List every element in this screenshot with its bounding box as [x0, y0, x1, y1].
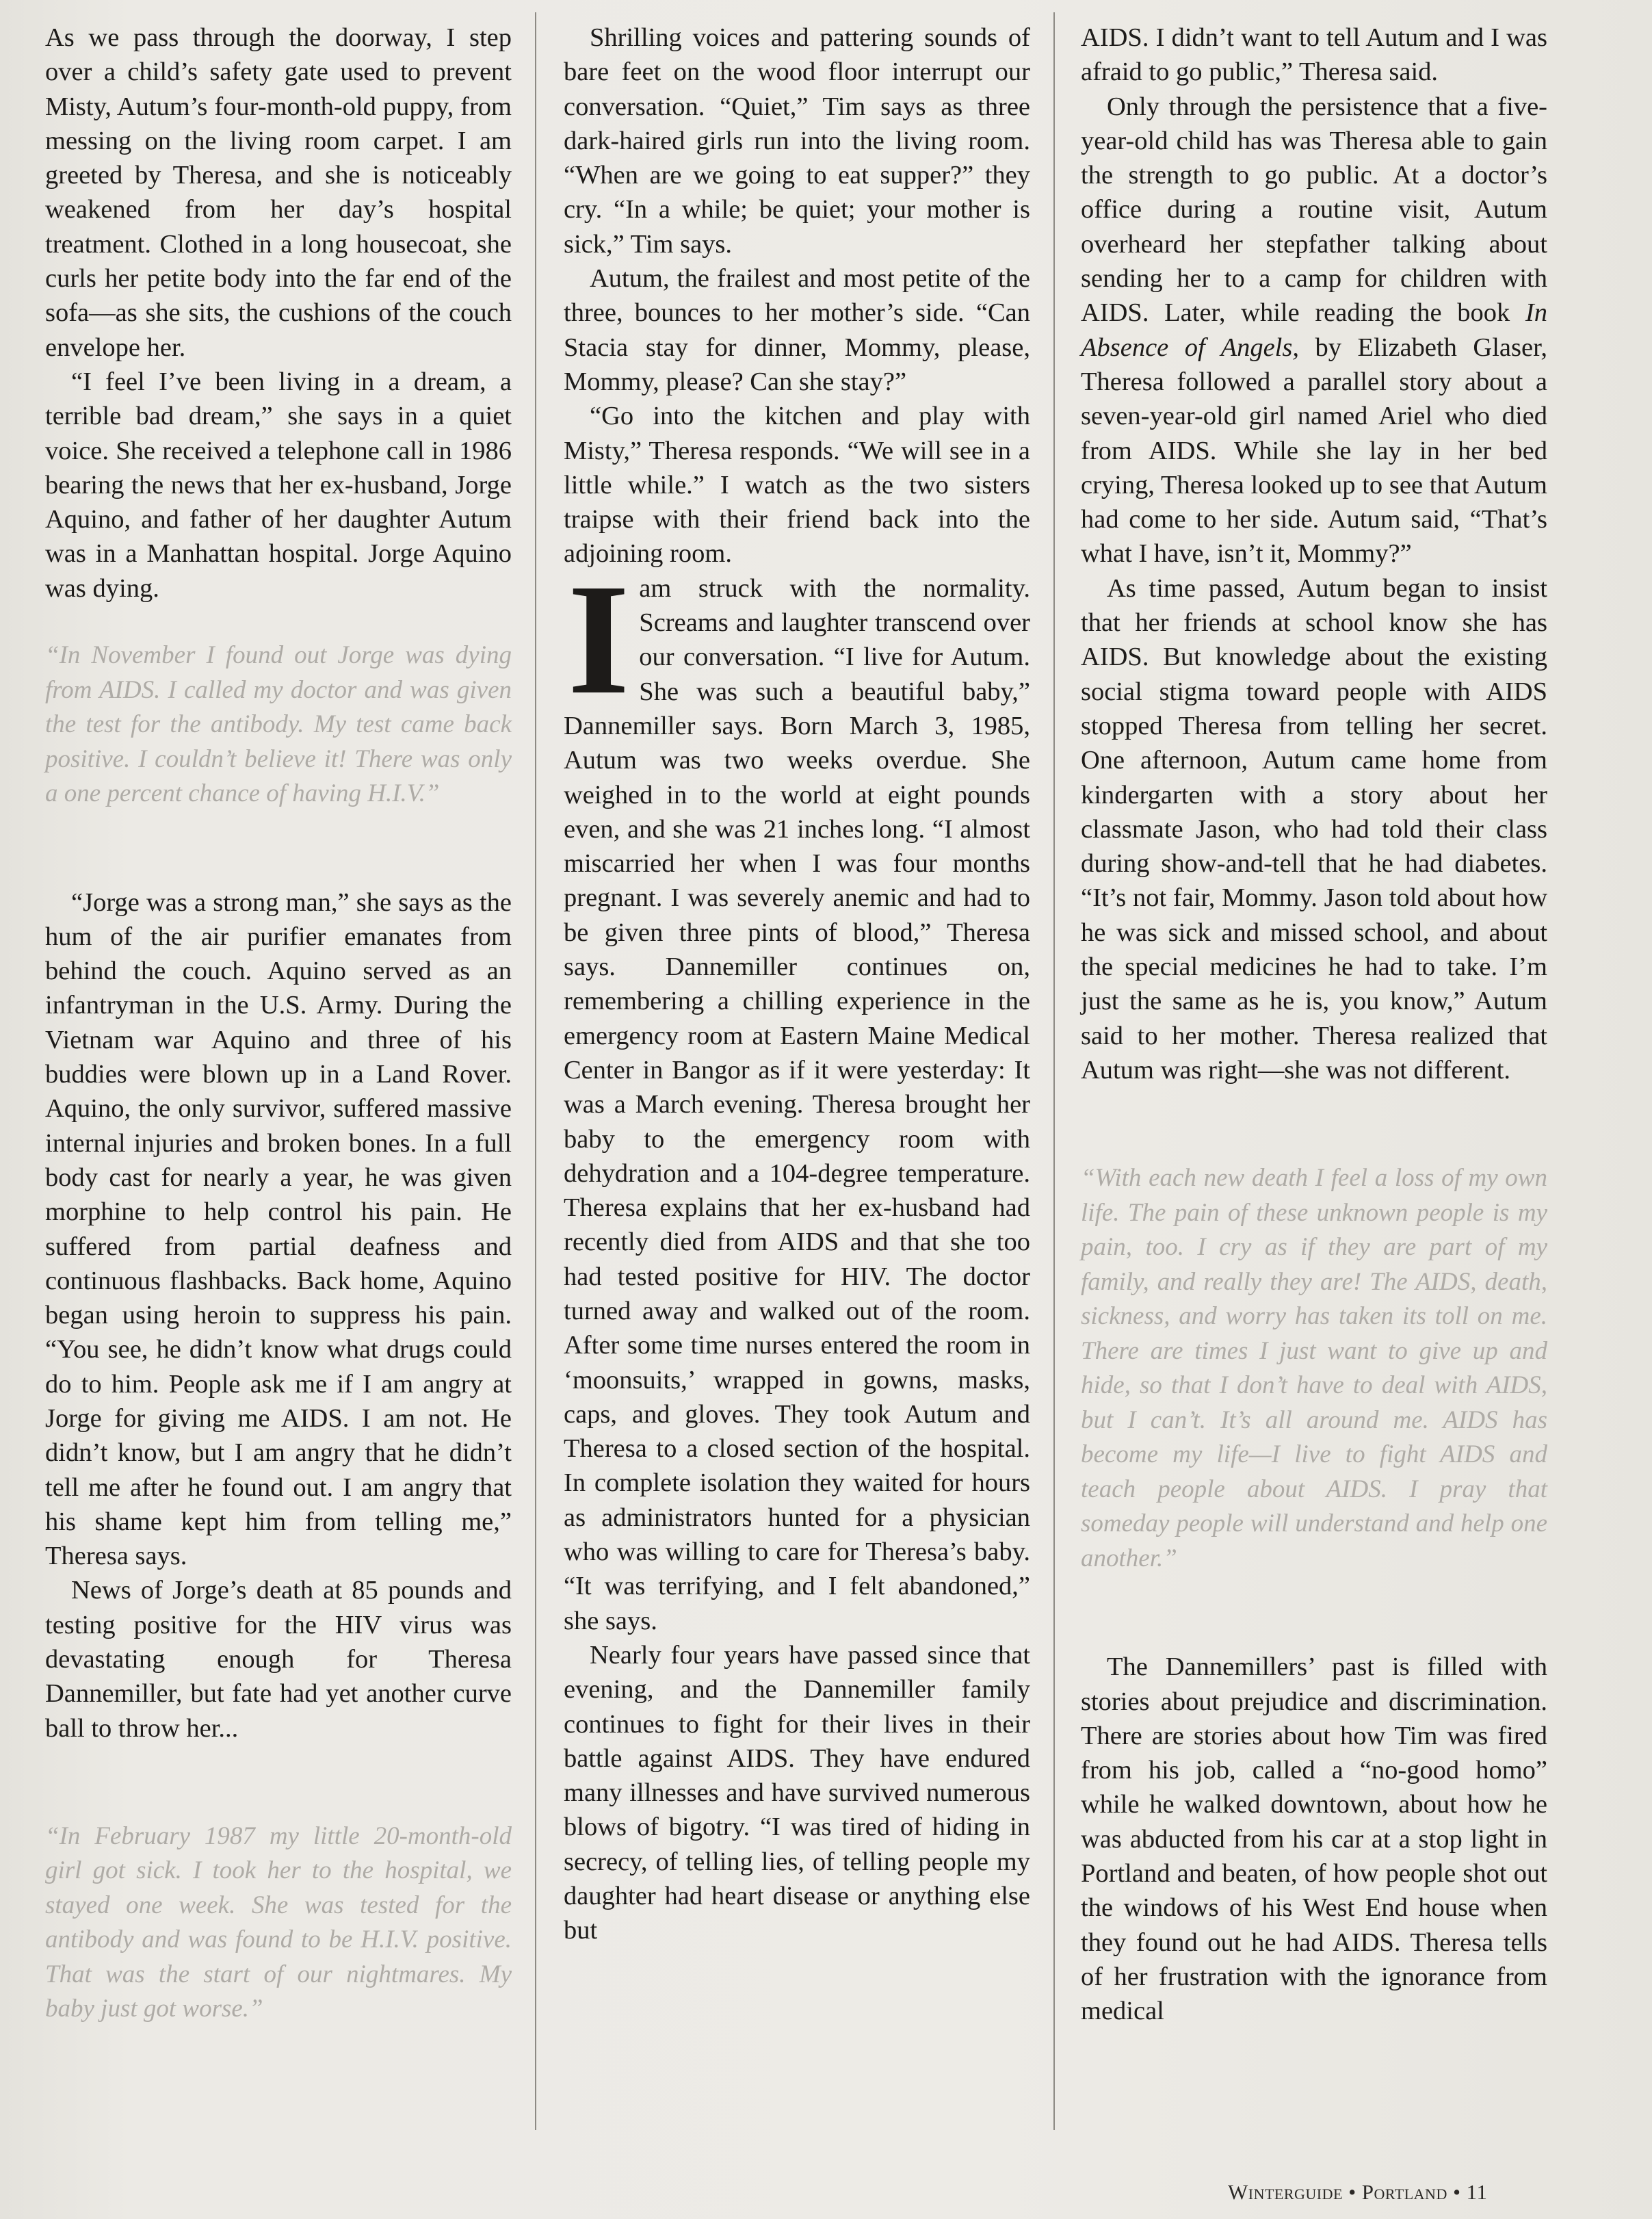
paragraph: News of Jorge’s death at 85 pounds and testing positive for the HIV virus was devastating enough for Theresa Dannemiller, but fate had yet another curve ball to throw her... — [45, 1576, 512, 1743]
paragraph: AIDS. I didn’t want to tell Autum and I was afraid to go public,” Theresa said. — [1081, 23, 1547, 87]
paragraph: As we pass through the doorway, I step over a child’s safety gate used to prevent Misty, Autum’s four-month-old puppy, from messing on the living room carpet. I am greeted by Theresa, and she is noticeably weakened from her day’s hospital treatment. Clothed in a long housecoat, she curls her petite body into the far end of the sofa—as she sits, the cushions of the couch envelope her. — [45, 23, 512, 362]
paragraph: “Jorge was a strong man,” she says as the hum of the air purifier emanates from behind the couch. Aquino served as an infantryman in the U.S. Army. During the Vietnam war Aquino and three of his buddies were blown up in a Land Rover. Aquino, the only survivor, suffered massive internal injuries and broken bones. In a full body cast for nearly a year, he was given morphine to help control his pain. He suffered from partial deafness and continuous flashbacks. Back home, Aquino began using heroin to suppress his pain. “You see, he didn’t know what drugs could do to him. People ask me if I am angry at Jorge for giving me AIDS. I am not. He didn’t know, but I am angry that he didn’t tell me after he found out. I am angry that his shame kept him from telling me,” Theresa says. — [45, 887, 512, 1571]
paragraph-text: Only through the persistence that a five-year-old child has was Theresa able to gain the strength to go public. At a doctor’s office during a routine visit, Autum overheard her stepfather talking about sending her to a camp for children with AIDS. Later, while reading the book — [1081, 92, 1547, 328]
pull-quote-text: “In November I found out Jorge was dying from AIDS. I called my doctor and was given the test for the antibody. My test came back positive. I couldn’t believe it! There was only a one percent chance of having H.I.V.” — [45, 641, 512, 808]
book-title: In Absence of Angels, — [1081, 298, 1547, 362]
paragraph: The Dannemillers’ past is filled with stories about prejudice and discrimination. There are stories about how Tim was fired from his job, called a “no-good homo” while he walked downtown, about how he was abducted from his car at a stop light in Portland and beaten, of how people shot out the windows of his West End house when they found out he had AIDS. Theresa tells of her frustration with the ignorance from medical — [1081, 1652, 1547, 2026]
pull-quote-text: “In February 1987 my little 20-month-old girl got sick. I took her to the hospital, we stayed one week. She was tested for the antibody and was found to be H.I.V. positive. That was the start of our nightmares. My baby just got worse.” — [45, 1821, 512, 2023]
column-divider — [535, 12, 536, 2130]
paragraph: am struck with the normality. Screams and laughter transcend over our conversation. “I live for Autum. She was such a beautiful baby,” Dannemiller says. Born March 3, 1985, Autum was two weeks overdue. She weighed in to the world at eight pounds even, and she was 21 inches long. “I almost miscarried her when I was four months pregnant. I was severely anemic and had to be given three pints of blood,” Theresa says. Dannemiller continues on, remembering a chilling experience in the emergency room at Eastern Maine Medical Center in Bangor as if it were yesterday: It was a March evening. Theresa brought her baby to the emergency room with dehydration and a 104-degree temperature. Theresa explains that her ex-husband had recently died from AIDS and that she too had tested positive for HIV. The doctor turned away and walked out of the room. After some time nurses entered the room in ‘moonsuits,’ wrapped in gowns, masks, caps, and gloves. They took Autum and Theresa to a closed section of the hospital. In complete isolation they waited for hours as administrators hunted for a physician who was willing to care for Theresa’s baby. “It was terrifying, and I felt abandoned,” she says. — [564, 573, 1030, 1635]
paragraph: Autum, the frailest and most petite of the three, bounces to her mother’s side. “Can Stacia stay for dinner, Mommy, please, Mommy, please? Can she stay?” — [564, 264, 1030, 396]
column-2 — [564, 21, 1030, 1948]
column-1 — [45, 21, 512, 2027]
pull-quote — [45, 1819, 512, 2027]
paragraph-text: by Elizabeth Glaser, Theresa followed a parallel story about a seven-year-old girl named Ariel who died from AIDS. While she lay in her bed crying, Theresa looked up to see that Autum had come to her side. Autum said, “That’s what I have, isn’t it, Mommy?” — [1081, 333, 1547, 569]
pull-quote — [1081, 1161, 1547, 1576]
paragraph: Nearly four years have passed since that evening, and the Dannemiller family continues to fight for their lives in their battle against AIDS. They have endured many illnesses and have survived numerous blows of bigotry. “I was tired of hiding in secrecy, of telling lies, of telling people my daughter had heart disease or anything else but — [564, 1640, 1030, 1945]
page-footer: Winterguide • Portland • 11 — [1228, 2180, 1488, 2204]
paragraph: Shrilling voices and pattering sounds of bare feet on the wood floor interrupt our conversation. “Quiet,” Tim says as three dark-haired girls run into the living room. “When are we going to eat supper?” they cry. “In a while; be quiet; your mother is sick,” Tim says. — [564, 23, 1030, 259]
column-divider — [1053, 12, 1055, 2130]
column-3 — [1081, 21, 1547, 2028]
paragraph: “Go into the kitchen and play with Misty,” Theresa responds. “We will see in a little while.” I watch as the two sisters traipse with their friend back into the adjoining room. — [564, 402, 1030, 569]
drop-cap-paragraph — [564, 551, 1030, 1638]
pull-quote — [45, 638, 512, 812]
drop-cap: I — [568, 551, 630, 727]
paragraph: “I feel I’ve been living in a dream, a terrible bad dream,” she says in a quiet voice. She received a telephone call in 1986 bearing the news that her ex-husband, Jorge Aquino, and father of her daughter Autum was in a Manhattan hospital. Jorge Aquino was dying. — [45, 367, 512, 603]
pull-quote-text: “With each new death I feel a loss of my own life. The pain of these unknown people is my pain, too. I cry as if they are part of my family, and really they are! The AIDS, death, sickness, and worry has taken its toll on me. There are times I just want to give up and hide, so that I don’t have to deal with AIDS, but I can’t. It’s all around me. AIDS has become my life—I live to fight AIDS and teach people about AIDS. I pray that someday people will understand and help one another.” — [1081, 1164, 1547, 1572]
paragraph — [1081, 90, 1547, 571]
paragraph: As time passed, Autum began to insist that her friends at school know she has AIDS. But knowledge about the existing social stigma toward people with AIDS stopped Theresa from telling her secret. One afternoon, Autum came home from kindergarten with a story about her classmate Jason, who had told their class during show-and-tell that he had diabetes. “It’s not fair, Mommy. Jason told about how he was sick and missed school, and about the special medicines he had to take. I’m just the same as he is, you know,” Autum said to her mother. Theresa realized that Autum was right—she was not different. — [1081, 573, 1547, 1085]
